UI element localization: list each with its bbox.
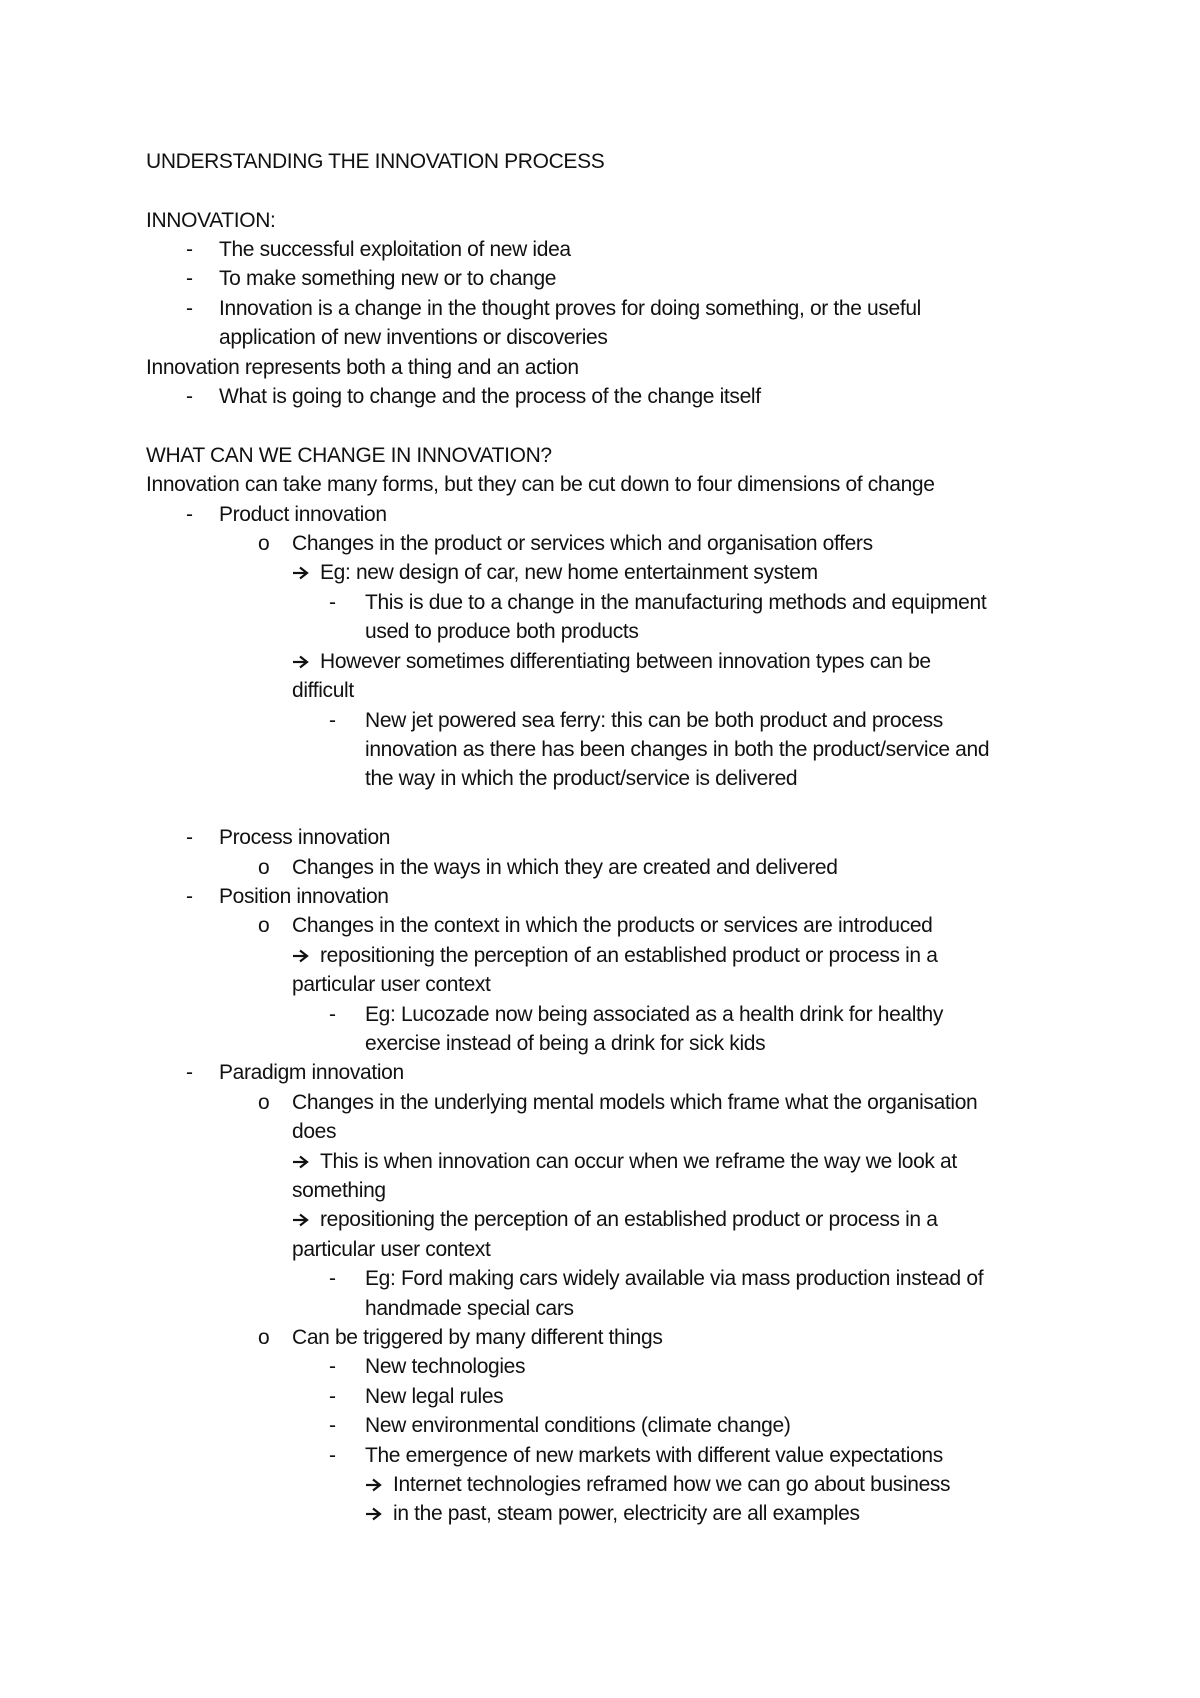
bullet-marker: o	[258, 856, 270, 879]
line-text: New environmental conditions (climate change)	[365, 1414, 791, 1437]
line-text: Innovation represents both a thing and an action	[146, 356, 579, 379]
line-text: does	[292, 1120, 337, 1143]
dash-marker: -	[186, 238, 193, 261]
arrow-right-icon	[292, 1205, 310, 1235]
line-text: New legal rules	[365, 1385, 504, 1408]
line-text: handmade special cars	[365, 1297, 574, 1320]
arrow-right-icon	[292, 647, 310, 677]
line-text: This is due to a change in the manufacturing methods and equipment	[365, 591, 987, 614]
line-text: Changes in the product or services which and organisation offers	[292, 532, 873, 555]
dash-marker: -	[186, 503, 193, 526]
dash-marker: -	[329, 1414, 336, 1437]
dash-marker: -	[186, 885, 193, 908]
line-text: Innovation is a change in the thought proves for doing something, or the useful	[219, 297, 921, 320]
line-text: repositioning the perception of an established product or process in a	[320, 1208, 938, 1231]
line-text: Position innovation	[219, 885, 389, 908]
line-text: The successful exploitation of new idea	[219, 238, 571, 261]
line-text: New jet powered sea ferry: this can be both product and process	[365, 709, 943, 732]
line-text: in the past, steam power, electricity are all examples	[393, 1502, 860, 1525]
line-text: Eg: Ford making cars widely available via mass production instead of	[365, 1267, 984, 1290]
dash-marker: -	[186, 1061, 193, 1084]
line-text: Paradigm innovation	[219, 1061, 404, 1084]
line-text: INNOVATION:	[146, 209, 276, 232]
line-text: particular user context	[292, 973, 491, 996]
line-text: Eg: new design of car, new home entertainment system	[320, 561, 818, 584]
line-text: Changes in the underlying mental models which frame what the organisation	[292, 1091, 978, 1114]
line-text: What is going to change and the process of the change itself	[219, 385, 761, 408]
line-text: application of new inventions or discoveries	[219, 326, 608, 349]
line-text: something	[292, 1179, 386, 1202]
line-text: WHAT CAN WE CHANGE IN INNOVATION?	[146, 444, 552, 467]
line-text: Process innovation	[219, 826, 391, 849]
line-text: To make something new or to change	[219, 267, 557, 290]
line-text: Changes in the context in which the products or services are introduced	[292, 914, 933, 937]
line-text: innovation as there has been changes in both the product/service and	[365, 738, 990, 761]
dash-marker: -	[186, 267, 193, 290]
arrow-right-icon	[292, 941, 310, 971]
dash-marker: -	[186, 385, 193, 408]
dash-marker: -	[329, 1385, 336, 1408]
line-text: difficult	[292, 679, 354, 702]
arrow-right-icon	[365, 1470, 383, 1500]
line-text: repositioning the perception of an established product or process in a	[320, 944, 938, 967]
dash-marker: -	[186, 297, 193, 320]
dash-marker: -	[329, 591, 336, 614]
dash-marker: -	[329, 1003, 336, 1026]
line-text: Changes in the ways in which they are created and delivered	[292, 856, 838, 879]
line-text: Eg: Lucozade now being associated as a health drink for healthy	[365, 1003, 944, 1026]
line-text: Can be triggered by many different things	[292, 1326, 663, 1349]
bullet-marker: o	[258, 1326, 270, 1349]
bullet-marker: o	[258, 532, 270, 555]
bullet-marker: o	[258, 914, 270, 937]
line-text: the way in which the product/service is delivered	[365, 767, 798, 790]
line-text: used to produce both products	[365, 620, 639, 643]
dash-marker: -	[329, 1355, 336, 1378]
dash-marker: -	[329, 709, 336, 732]
line-text: Product innovation	[219, 503, 387, 526]
dash-marker: -	[329, 1444, 336, 1467]
line-text: Internet technologies reframed how we can go about business	[393, 1473, 951, 1496]
arrow-right-icon	[292, 558, 310, 588]
line-text: However sometimes differentiating between innovation types can be	[320, 650, 931, 673]
line-text: This is when innovation can occur when we reframe the way we look at	[320, 1150, 957, 1173]
line-text: exercise instead of being a drink for sick kids	[365, 1032, 766, 1055]
document-title: UNDERSTANDING THE INNOVATION PROCESS	[146, 150, 605, 173]
dash-marker: -	[329, 1267, 336, 1290]
line-text: particular user context	[292, 1238, 491, 1261]
line-text: New technologies	[365, 1355, 526, 1378]
line-text: The emergence of new markets with different value expectations	[365, 1444, 943, 1467]
line-text: Innovation can take many forms, but they can be cut down to four dimensions of change	[146, 473, 935, 496]
arrow-right-icon	[365, 1499, 383, 1529]
dash-marker: -	[186, 826, 193, 849]
bullet-marker: o	[258, 1091, 270, 1114]
arrow-right-icon	[292, 1147, 310, 1177]
